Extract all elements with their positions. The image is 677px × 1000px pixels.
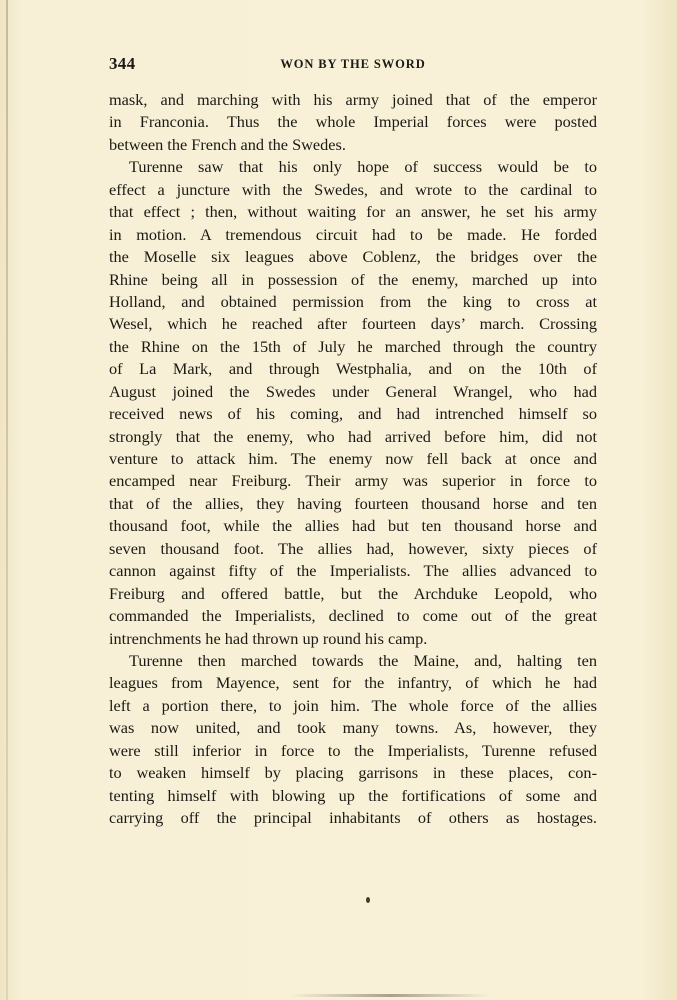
scan-edge-mark xyxy=(290,994,490,997)
page-gutter-shadow xyxy=(6,0,8,1000)
text-line: between the French and the Swedes. xyxy=(109,134,346,154)
text-line: thousand foot, while the allies had but ten thousand horse and xyxy=(109,516,597,536)
page-header xyxy=(109,54,597,78)
paragraph-start-line: Turenne then marched towards the Maine, and, halting ten xyxy=(129,650,597,670)
text-line: commanded the Imperialists, declined to come out of the great xyxy=(109,606,597,626)
text-line: of La Mark, and through Westphalia, and on the 10th of xyxy=(109,359,597,379)
text-line: was now united, and took many towns. As, however, they xyxy=(109,718,597,738)
paragraph-start-line: Turenne saw that his only hope of success would be to xyxy=(129,157,597,177)
text-line: in motion. A tremendous circuit had to be made. He forded xyxy=(109,224,597,244)
text-line: Freiburg and offered battle, but the Archduke Leopold, who xyxy=(109,583,597,603)
page-number: 344 xyxy=(109,54,136,73)
text-line: to weaken himself by placing garrisons in these places, con- xyxy=(109,763,597,783)
text-line: intrenchments he had thrown up round his camp. xyxy=(109,628,428,648)
text-line: Rhine being all in possession of the enemy, marched up into xyxy=(109,269,597,289)
text-line: tenting himself with blowing up the fortifications of some and xyxy=(109,785,597,805)
text-line: that of the allies, they having fourteen thousand horse and ten xyxy=(109,493,597,513)
body-text xyxy=(109,89,597,829)
running-head: WON BY THE SWORD xyxy=(280,57,426,71)
text-line: seven thousand foot. The allies had, however, sixty pieces of xyxy=(109,538,597,558)
text-line: left a portion there, to join him. The whole force of the allies xyxy=(109,695,597,715)
text-line: received news of his coming, and had intrenched himself so xyxy=(109,404,597,424)
text-line: were still inferior in force to the Imperialists, Turenne refused xyxy=(109,740,597,760)
text-line: cannon against fifty of the Imperialists. The allies advanced to xyxy=(109,561,597,581)
text-line: leagues from Mayence, sent for the infantry, of which he had xyxy=(109,673,597,693)
text-line: August joined the Swedes under General Wrangel, who had xyxy=(109,381,597,401)
text-line: strongly that the enemy, who had arrived before him, did not xyxy=(109,426,597,446)
text-line: carrying off the principal inhabitants of others as hostages. xyxy=(109,808,597,827)
ink-speck xyxy=(366,897,370,903)
text-line: that effect ; then, without waiting for an answer, he set his army xyxy=(109,202,597,222)
text-line: encamped near Freiburg. Their army was superior in force to xyxy=(109,471,597,491)
text-line: effect a juncture with the Swedes, and wrote to the cardinal to xyxy=(109,179,597,199)
text-line: Wesel, which he reached after fourteen days’ march. Crossing xyxy=(109,314,597,334)
text-line: mask, and marching with his army joined that of the emperor xyxy=(109,90,597,109)
text-line: the Rhine on the 15th of July he marched through the country xyxy=(109,336,597,356)
text-line: Holland, and obtained permission from the king to cross at xyxy=(109,291,597,311)
text-line: the Moselle six leagues above Coblenz, the bridges over the xyxy=(109,247,597,267)
text-line: venture to attack him. The enemy now fell back at once and xyxy=(109,449,597,468)
text-line: in Franconia. Thus the whole Imperial forces were posted xyxy=(109,112,597,132)
